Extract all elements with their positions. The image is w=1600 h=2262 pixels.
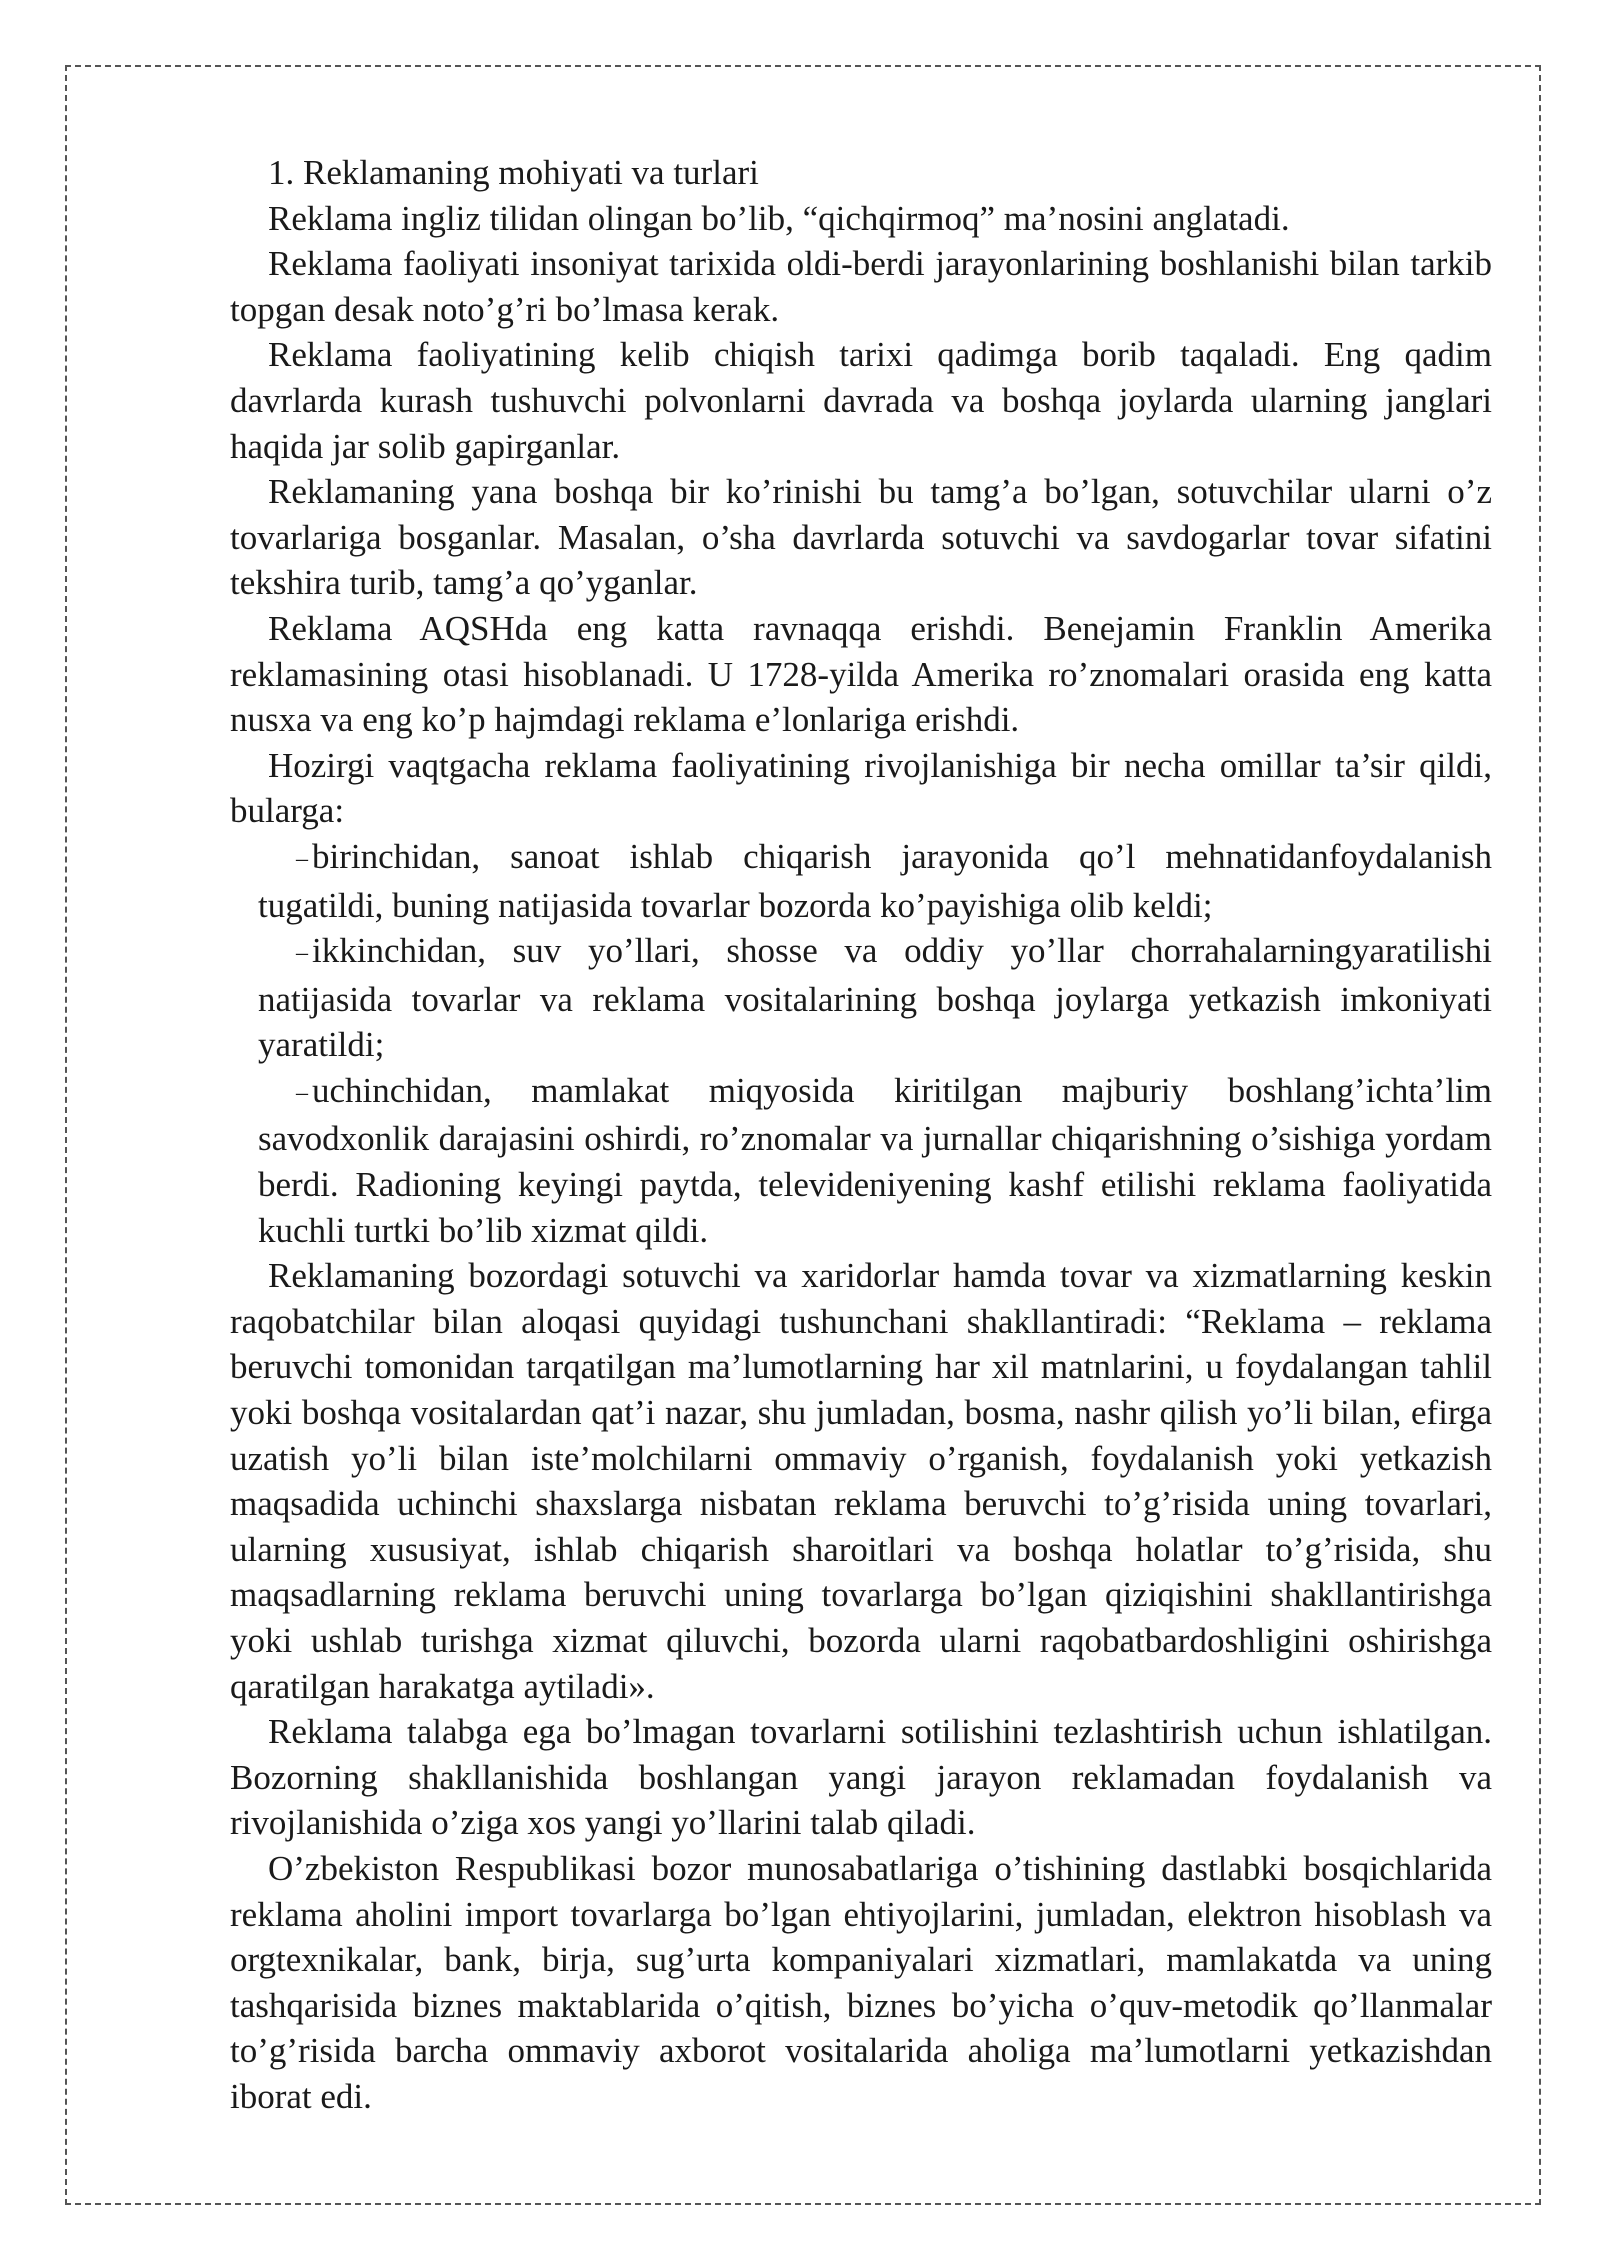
paragraph: Reklamaning yana boshqa bir ko’rinishi bu tamg’a bo’lgan, sotuvchilar ularni o’z tovarlariga bosganlar. Masalan, o’sha davrlarda sotuvchi va savdogarlar tovar sifatini tekshira turib, tamg’a qo’yganlar.	[230, 472, 1492, 603]
list-item-text: birinchidan, sanoat ishlab chiqarish jarayonida qo’l mehnatidanfoydalanish tugatildi, buning natijasida tovarlar bozorda ko’payishiga olib keldi;	[258, 836, 1492, 925]
paragraph: Reklama faoliyati insoniyat tarixida oldi-berdi jarayonlarining boshlanishi bilan tarkib topgan desak noto’g’ri bo’lmasa kerak.	[230, 244, 1492, 329]
paragraph: Reklama faoliyatining kelib chiqish tarixi qadimga borib taqaladi. Eng qadim davrlarda kurash tushuvchi polvonlarni davrada va boshqa joylarda ularning janglari haqida jar solib gapirganlar.	[230, 335, 1492, 466]
paragraph: Reklama ingliz tilidan olingan bo’lib, “qichqirmoq” ma’nosini anglatadi.	[268, 198, 1290, 238]
list-item	[258, 928, 1492, 1068]
list-item	[258, 1068, 1492, 1253]
list-item	[258, 834, 1492, 928]
paragraph: Reklama AQSHda eng katta ravnaqqa erishdi. Benejamin Franklin Amerika reklamasining otasi hisoblanadi. U 1728-yilda Amerika ro’znomalari orasida eng katta nusxa va eng ko’p hajmdagi reklama e’lonlariga erishdi.	[230, 608, 1492, 740]
list-dash: –	[296, 845, 308, 872]
list-item-text: uchinchidan, mamlakat miqyosida kiritilgan majburiy boshlang’ichta’lim savodxonlik darajasini oshirdi, ro’znomalar va jurnallar chiqarishning o’sishiga yordam berdi. Radioning keyingi paytda, televideniyening kashf etilishi reklama faoliyatida kuchli turtki bo’lib xizmat qildi.	[258, 1070, 1492, 1250]
document-body	[230, 150, 1492, 2120]
paragraph: Reklama talabga ega bo’lmagan tovarlarni sotilishini tezlashtirish uchun ishlatilgan. Bozorning shakllanishida boshlangan yangi jarayon reklamadan foydalanish va rivojlanishida o’ziga xos yangi yo’llarini talab qiladi.	[230, 1712, 1492, 1843]
paragraph: Reklamaning bozordagi sotuvchi va xaridorlar hamda tovar va xizmatlarning keskin raqobatchilar bilan aloqasi quyidagi tushunchani shakllantiradi: “Reklama – reklama beruvchi tomonidan tarqatilgan ma’lumotlarning har xil matnlarini, u foydalangan tahlil yoki boshqa vositalardan qat’i nazar, shu jumladan, bosma, nashr qilish yo’li bilan, efirga uzatish yo’li bilan iste’molchilarni ommaviy o’rganish, foydalanish yoki yetkazish maqsadida uchinchi shaxslarga nisbatan reklama beruvchi to’g’risida uning tovarlari, ularning xususiyat, ishlab chiqarish sharoitlari va boshqa holatlar to’g’risida, shu maqsadlarning reklama beruvchi uning tovarlarga bo’lgan qiziqishini shakllantirishga yoki ushlab turishga xizmat qiluvchi, bozorda ularni raqobatbardoshligini oshirishga qaratilgan harakatga aytiladi».	[230, 1256, 1492, 1706]
list-dash: –	[296, 940, 308, 967]
paragraph: O’zbekiston Respublikasi bozor munosabatlariga o’tishining dastlabki bosqichlarida reklama aholini import tovarlarga bo’lgan ehtiyojlarini, jumladan, elektron hisoblash va orgtexnikalar, bank, birja, sug’urta kompaniyalari xizmatlari, mamlakatda va uning tashqarisida biznes maktablarida o’qitish, biznes bo’yicha o’quv-metodik qo’llanmalar to’g’risida barcha ommaviy axborot vositalarida aholiga ma’lumotlarni yetkazishdan iborat edi.	[230, 1848, 1492, 2116]
list-item-text: ikkinchidan, suv yo’llari, shosse va oddiy yo’llar chorrahalarningyaratilishi natijasida tovarlar va reklama vositalarining boshqa joylarga yetkazish imkoniyati yaratildi;	[258, 931, 1492, 1065]
section-heading: 1. Reklamaning mohiyati va turlari	[268, 153, 759, 192]
list-dash: –	[296, 1079, 308, 1106]
paragraph: Hozirgi vaqtgacha reklama faoliyatining rivojlanishiga bir necha omillar ta’sir qildi, bularga:	[230, 745, 1492, 831]
